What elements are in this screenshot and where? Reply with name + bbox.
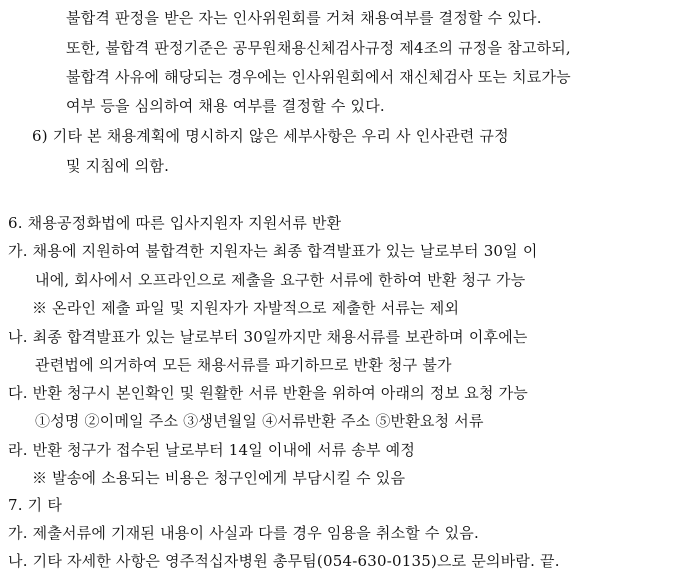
section6-ga-line-1: 가. 채용에 지원하여 불합격한 지원자는 최종 합격발표가 있는 날로부터 30일 이 bbox=[8, 242, 538, 260]
section6-na-line-1: 나. 최종 합격발표가 있는 날로부터 30일까지만 채용서류를 보관하며 이후에는 bbox=[8, 328, 528, 346]
intro-line-4: 여부 등을 심의하여 채용 여부를 결정할 수 있다. bbox=[66, 97, 385, 115]
section6-ga-line-2: 내에, 회사에서 오프라인으로 제출을 요구한 서류에 한하여 반환 청구 가능 bbox=[35, 271, 526, 289]
section6-ga-note: ※ 온라인 제출 파일 및 지원자가 자발적으로 제출한 서류는 제외 bbox=[32, 299, 460, 317]
section6-na-line-2: 관련법에 의거하여 모든 채용서류를 파기하므로 반환 청구 불가 bbox=[35, 356, 452, 374]
item6-line-1: 6) 기타 본 채용계획에 명시하지 않은 세부사항은 우리 사 인사관련 규정 bbox=[32, 127, 509, 145]
section6-da-line-1: 다. 반환 청구시 본인확인 및 원활한 서류 반환을 위하여 아래의 정보 요청 가능 bbox=[8, 384, 528, 402]
section7-ga: 가. 제출서류에 기재된 내용이 사실과 다를 경우 임용을 취소할 수 있음. bbox=[8, 524, 479, 542]
section6-ra-note: ※ 발송에 소용되는 비용은 청구인에게 부담시킬 수 있음 bbox=[32, 469, 406, 487]
intro-line-1: 불합격 판정을 받은 자는 인사위원회를 거쳐 채용여부를 결정할 수 있다. bbox=[66, 9, 542, 27]
item6-line-2: 및 지침에 의함. bbox=[66, 157, 170, 175]
section6-ra-line-1: 라. 반환 청구가 접수된 날로부터 14일 이내에 서류 송부 예정 bbox=[8, 441, 416, 459]
section6-da-line-2: ①성명 ②이메일 주소 ③생년월일 ④서류반환 주소 ⑤반환요청 서류 bbox=[35, 412, 484, 430]
section7-title: 7. 기 타 bbox=[8, 496, 63, 514]
section7-na: 나. 기타 자세한 사항은 영주적십자병원 총무팀(054-630-0135)으로 문의바람. 끝. bbox=[8, 552, 560, 570]
section6-title: 6. 채용공정화법에 따른 입사지원자 지원서류 반환 bbox=[8, 214, 342, 232]
intro-line-2: 또한, 불합격 판정기준은 공무원채용신체검사규정 제4조의 규정을 참고하되, bbox=[66, 39, 571, 57]
intro-line-3: 불합격 사유에 해당되는 경우에는 인사위원회에서 재신체검사 또는 치료가능 bbox=[66, 68, 571, 86]
